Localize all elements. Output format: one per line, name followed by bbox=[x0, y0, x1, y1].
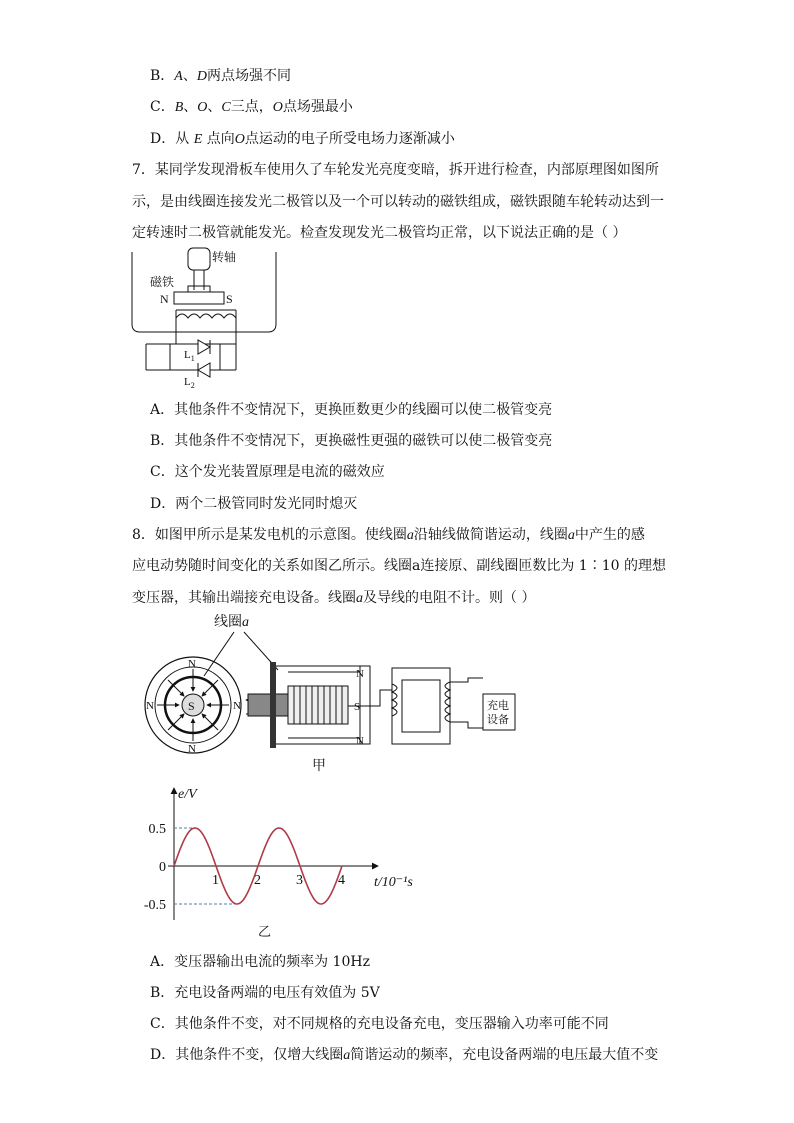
side-n-bottom: N bbox=[356, 735, 364, 747]
q8-option-c: C．其他条件不变，对不同规格的充电设备充电，变压器输入功率可能不同 bbox=[150, 1016, 609, 1032]
magnet-label: 磁铁 bbox=[150, 275, 175, 289]
ring-n-left: N bbox=[146, 700, 154, 712]
x-tick-label: 4 bbox=[338, 873, 345, 888]
axle-knob bbox=[188, 248, 210, 270]
coil-a-label: 线圈a bbox=[214, 614, 249, 630]
side-s-label: S bbox=[354, 701, 361, 713]
y-tick-label: 0.5 bbox=[148, 822, 166, 837]
y-tick-label: 0 bbox=[159, 860, 166, 875]
ring-n-bottom: N bbox=[188, 743, 196, 755]
charger-label-1: 充电 bbox=[487, 699, 509, 712]
end-plate bbox=[270, 662, 276, 748]
shaft bbox=[248, 694, 288, 716]
ring-n-top: N bbox=[188, 658, 196, 670]
x-tick-label: 2 bbox=[254, 873, 261, 888]
q6-option-c: C．B、O、C三点，O点场强最小 bbox=[150, 99, 353, 115]
led-l1-icon bbox=[198, 340, 210, 354]
magnet-south-label: S bbox=[226, 292, 233, 306]
charger-label-2: 设备 bbox=[487, 713, 509, 726]
q7-option-a: A．其他条件不变情况下，更换匝数更少的线圈可以使二极管变亮 bbox=[150, 402, 553, 418]
center-s-label: S bbox=[188, 699, 195, 713]
q8-stem-line-1: 8．如图甲所示是某发电机的示意图。使线圈a沿轴线做简谐运动，线圈a中产生的感 bbox=[132, 527, 645, 543]
led-l2-icon bbox=[198, 363, 210, 377]
q7-stem-line-2: 示，是由线圈连接发光二极管以及一个可以转动的磁铁组成，磁铁跟随车轮转动达到一 bbox=[132, 194, 664, 210]
q6-option-d: D．从 E 点向O点运动的电子所受电场力逐渐减小 bbox=[150, 131, 455, 147]
magnet-north-label: N bbox=[160, 292, 169, 306]
l1-label: $L_1$ bbox=[184, 349, 195, 363]
q8-option-b: B．充电设备两端的电压有效值为 5V bbox=[150, 985, 380, 1001]
q6-option-b: B．A、D两点场强不同 bbox=[150, 68, 291, 84]
l2-label: $L_2$ bbox=[184, 376, 195, 390]
figure-yi-caption: 乙 bbox=[258, 925, 272, 940]
x-tick-label: 1 bbox=[212, 873, 219, 888]
side-n-top: N bbox=[356, 668, 364, 680]
y-tick-label: -0.5 bbox=[143, 898, 166, 913]
q7-circuit-figure bbox=[128, 246, 288, 394]
generator-figure bbox=[138, 610, 538, 776]
emf-chart bbox=[138, 780, 418, 940]
q7-option-d: D．两个二极管同时发光同时熄灭 bbox=[150, 496, 358, 512]
q8-stem-line-3: 变压器，其输出端接充电设备。线圈a及导线的电阻不计。则（ ） bbox=[132, 590, 536, 606]
coil-icon bbox=[176, 314, 236, 318]
q7-option-c: C．这个发光装置原理是电流的磁效应 bbox=[150, 464, 385, 480]
q8-stem-line-2: 应电动势随时间变化的关系如图乙所示。线圈a连接原、副线圈匝数比为 1∶10 的理想 bbox=[132, 558, 666, 574]
x-tick-label: 3 bbox=[296, 873, 303, 888]
q8-option-d: D．其他条件不变，仅增大线圈a简谐运动的频率，充电设备两端的电压最大值不变 bbox=[150, 1047, 659, 1063]
figure-jia-caption: 甲 bbox=[312, 758, 326, 774]
y-axis-label: e/V bbox=[178, 787, 197, 802]
ring-n-right: N bbox=[233, 700, 241, 712]
axle-label: 转轴 bbox=[212, 250, 237, 264]
x-axis-label: t/10⁻¹s bbox=[374, 875, 413, 890]
q7-option-b: B．其他条件不变情况下，更换磁性更强的磁铁可以使二极管变亮 bbox=[150, 433, 553, 449]
q7-stem-line-3: 定转速时二极管就能发光。检查发现发光二极管均正常，以下说法正确的是（ ） bbox=[132, 225, 627, 241]
bar-magnet bbox=[174, 292, 224, 304]
q8-option-a: A．变压器输出电流的频率为 10Hz bbox=[150, 954, 370, 970]
q7-stem-line-1: 7．某同学发现滑板车使用久了车轮发光亮度变暗，拆开进行检查，内部原理图如图所 bbox=[132, 162, 659, 178]
axle-base bbox=[188, 286, 210, 292]
